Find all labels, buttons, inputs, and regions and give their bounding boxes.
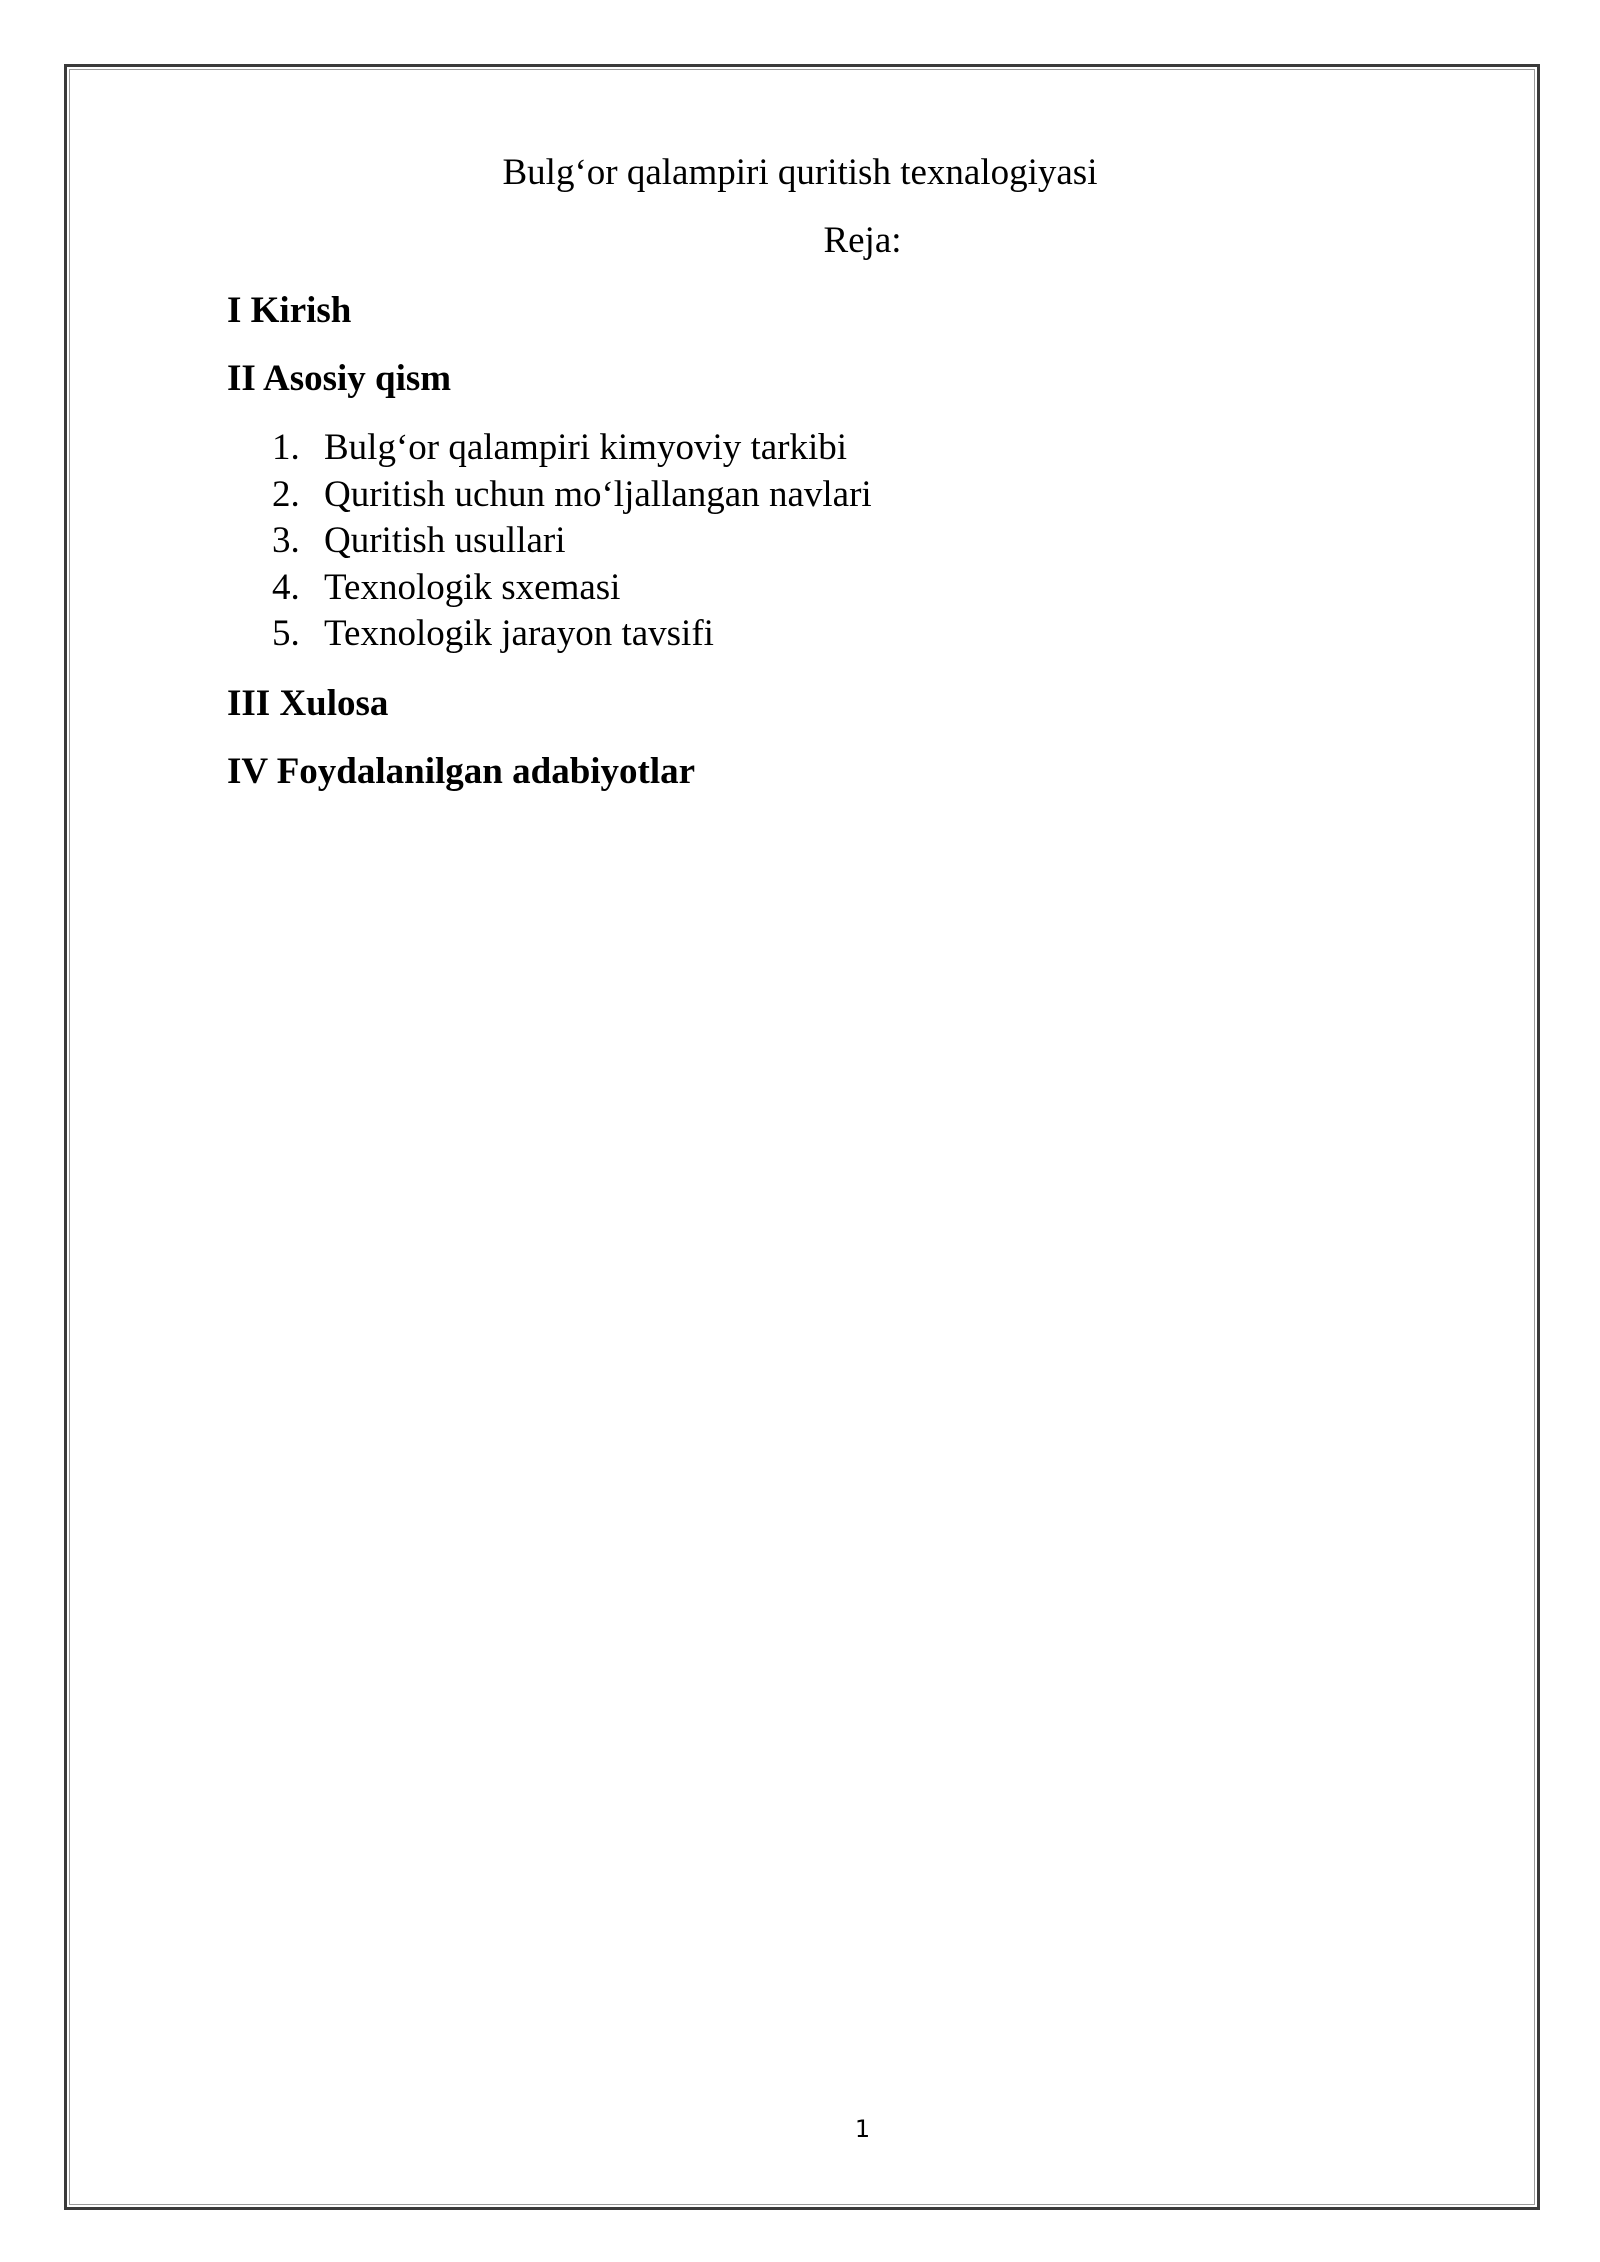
list-item-text: Texnologik jarayon tavsifi [324,613,714,654]
page-number: 1 [854,2115,871,2143]
list-item-number: 1. [272,427,300,468]
list-item-number: 3. [272,520,300,561]
list-item-text: Bulg‘or qalampiri kimyoviy tarkibi [324,427,848,468]
section-heading-references: IV Foydalanilgan adabiyotlar [227,751,696,792]
main-part-outline-list [272,425,872,658]
document-title: Bulg‘or qalampiri quritish texnalogiyasi [502,152,1098,193]
list-item-text: Quritish usullari [324,520,566,561]
list-item [272,611,872,658]
section-heading-main-part: II Asosiy qism [227,358,452,399]
list-item-text: Texnologik sxemasi [324,566,621,608]
section-heading-introduction: I Kirish [227,290,352,331]
list-item [272,565,872,612]
list-item-text: Quritish uchun mo‘ljallangan navlari [324,473,872,515]
list-item-number: 5. [272,613,300,654]
list-item [272,472,872,519]
list-item-number: 4. [272,566,300,608]
section-heading-conclusion: III Xulosa [227,683,389,724]
list-item [272,425,872,472]
list-item [272,518,872,565]
list-item-number: 2. [272,473,300,515]
plan-heading: Reja: [823,220,902,261]
